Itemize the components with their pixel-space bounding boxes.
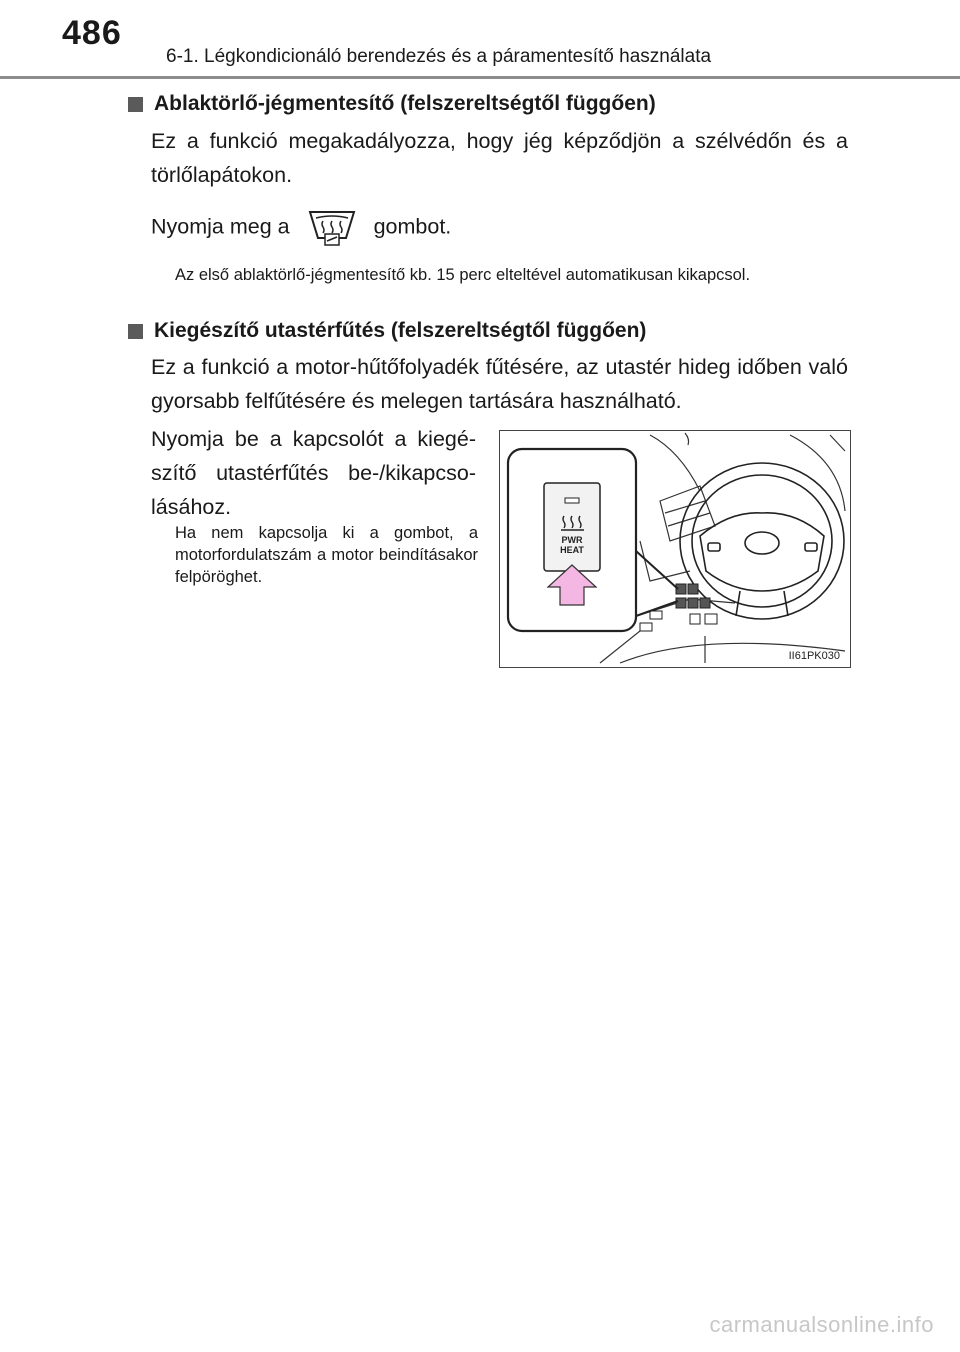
section-note: Az első ablaktörlő-jégmentesítő kb. 15 perc elteltével automatikusan kikapcsol. [175, 266, 751, 284]
press-text-before: Nyomja meg a [151, 214, 290, 239]
section-paragraph: Ez a funkció megakadályozza, hogy jég képződjön a szélvédőn és a törlőlapátokon. [151, 129, 848, 187]
dashboard-figure [499, 430, 851, 668]
figure-code: II61PK030 [788, 650, 840, 662]
press-text-after: gombot. [373, 214, 452, 239]
button-label-heat: HEAT [560, 545, 584, 555]
section-heading-text: Kiegészítő utastérfűtés (felszereltségtől függően) [154, 319, 647, 342]
section-heading-text: Ablaktörlő-jégmentesítő (felszereltségtől függően) [154, 92, 656, 115]
chapter-title: 6-1. Légkondicionáló berendezés és a páramentesítő használata [166, 46, 712, 67]
switch-instruction: Nyomja be a kapcsolót a kiegé-szítő utastérfűtés be-/kikapcso-lásához. [151, 427, 476, 519]
page-header [0, 0, 960, 80]
section-heading-wiper-deicer [128, 92, 656, 116]
watermark: carmanualsonline.info [709, 1312, 934, 1337]
section-heading-aux-heater [128, 319, 646, 343]
dashboard-illustration [500, 431, 851, 668]
press-instruction [151, 208, 848, 248]
bullet-square-icon [128, 97, 143, 112]
header-divider [0, 76, 960, 79]
wiper-deicer-icon [306, 208, 358, 248]
section-note: Ha nem kapcsolja ki a gombot, a motorfordulatszám a motor beindításakor felpöröghet. [175, 524, 478, 586]
section-paragraph: Ez a funkció a motor-hűtőfolyadék fűtésére, az utastér hideg időben való gyorsabb felfűtésére és melegen tartására használható. [151, 355, 848, 413]
button-label-pwr: PWR [561, 535, 583, 545]
bullet-square-icon [128, 324, 143, 339]
page-number: 486 [62, 14, 122, 52]
